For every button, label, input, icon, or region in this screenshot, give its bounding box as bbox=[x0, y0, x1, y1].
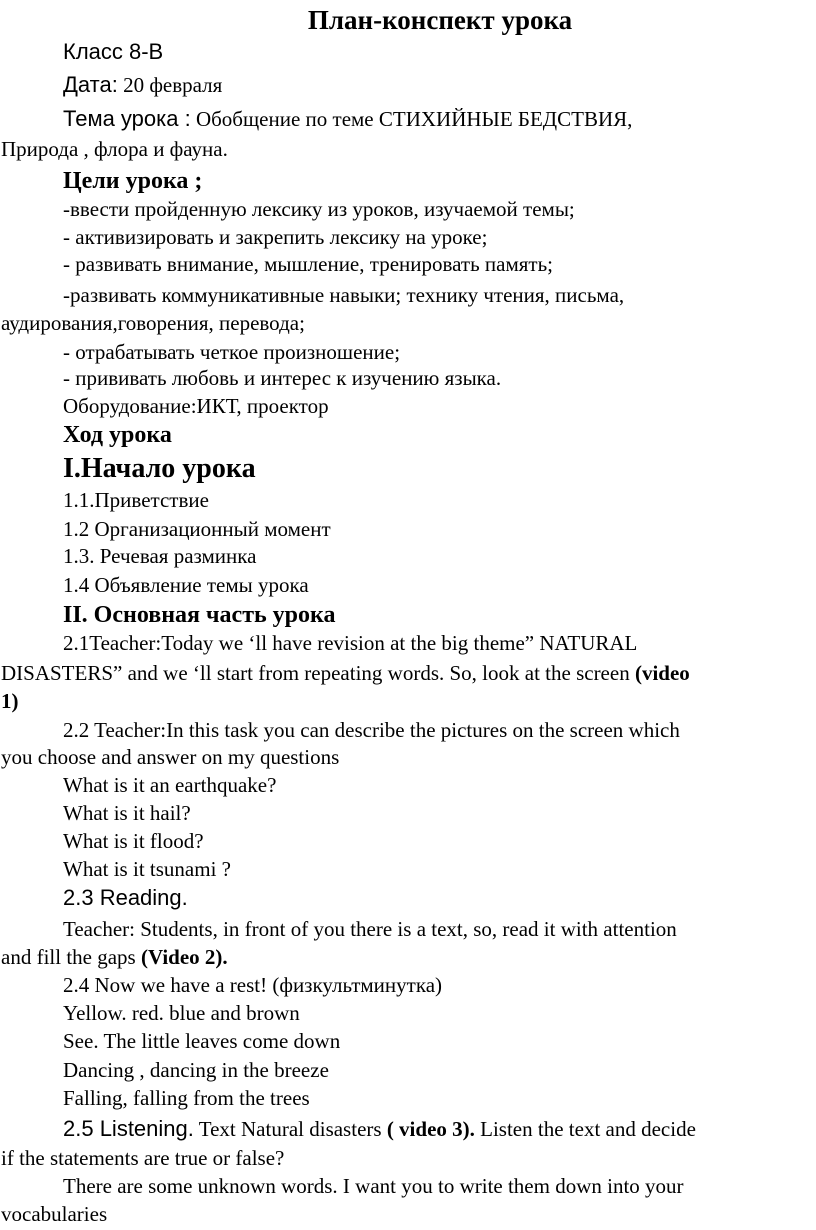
class-line: Класс 8-В bbox=[63, 39, 164, 64]
s24-poem-line: Yellow. red. blue and brown bbox=[63, 1001, 300, 1025]
goal-item: -ввести пройденную лексику из уроков, изучаемой темы; bbox=[63, 197, 575, 221]
s23-video-ref: (Video 2). bbox=[140, 945, 228, 969]
s21-line2-text: DISASTERS” and we ‘ll start from repeating words. So, look at the screen bbox=[1, 661, 630, 685]
s22-question: What is it hail? bbox=[63, 801, 191, 825]
s24-heading: 2.4 Now we have a rest! (физкультминутка) bbox=[63, 973, 443, 997]
s21-video-ref: (video bbox=[634, 661, 690, 685]
goal-item: - развивать внимание, мышление, тренировать память; bbox=[63, 252, 554, 276]
part1-item: 1.3. Речевая разминка bbox=[63, 544, 257, 568]
s21-line1: 2.1Teacher:Today we ‘ll have revision at the big theme” NATURAL bbox=[63, 631, 638, 655]
part1-item: 1.1.Приветствие bbox=[63, 488, 209, 512]
s24-poem-line: See. The little leaves come down bbox=[63, 1029, 341, 1053]
part1-item: 1.4 Объявление темы урока bbox=[63, 573, 309, 597]
topic-label: Тема урока : bbox=[63, 106, 191, 131]
date-value: 20 февраля bbox=[123, 73, 223, 97]
lesson-flow-heading: Ход урока bbox=[63, 422, 172, 448]
goal-item: - прививать любовь и интерес к изучению языка. bbox=[63, 366, 502, 390]
topic-continuation: Природа , флора и фауна. bbox=[1, 137, 228, 161]
topic-line bbox=[63, 105, 632, 133]
goal-item-continuation: аудирования,говорения, перевода; bbox=[1, 311, 305, 335]
topic-value: Обобщение по теме СТИХИЙНЫЕ БЕДСТВИЯ, bbox=[195, 107, 633, 131]
s25-line4: vocabularies bbox=[1, 1202, 108, 1226]
date-label: Дата: bbox=[63, 72, 118, 97]
page-title: План-конспект урока bbox=[307, 5, 573, 35]
s25-line3: There are some unknown words. I want you to write them down into your bbox=[63, 1174, 684, 1198]
s23-line1: Teacher: Students, in front of you there is a text, so, read it with attention bbox=[63, 917, 677, 941]
s21-line3: 1) bbox=[1, 689, 19, 713]
s25-text-a: Text Natural disasters bbox=[193, 1117, 387, 1141]
goal-item: - активизировать и закрепить лексику на уроке; bbox=[63, 225, 488, 249]
s25-video-ref: ( video 3). bbox=[386, 1117, 475, 1141]
s22-line2: you choose and answer on my questions bbox=[1, 745, 340, 769]
s23-line2 bbox=[1, 944, 228, 971]
s23-heading: 2.3 Reading. bbox=[63, 885, 188, 910]
equipment-line: Оборудование:ИКТ, проектор bbox=[63, 394, 329, 418]
s24-poem-line: Falling, falling from the trees bbox=[63, 1086, 310, 1110]
s22-question: What is it tsunami ? bbox=[63, 857, 231, 881]
s21-line2 bbox=[1, 660, 690, 687]
goals-heading: Цели урока ; bbox=[63, 168, 203, 194]
part1-heading: I.Начало урока bbox=[63, 453, 256, 484]
goal-item: - отрабатывать четкое произношение; bbox=[63, 340, 401, 364]
date-line bbox=[63, 71, 222, 99]
s22-question: What is it flood? bbox=[63, 829, 204, 853]
s25-line1 bbox=[63, 1115, 696, 1143]
s22-line1: 2.2 Teacher:In this task you can describe the pictures on the screen which bbox=[63, 718, 680, 742]
s22-question: What is it an earthquake? bbox=[63, 773, 277, 797]
goal-item: -развивать коммуникативные навыки; технику чтения, письма, bbox=[63, 283, 625, 307]
part2-heading: II. Основная часть урока bbox=[63, 602, 336, 628]
s24-poem-line: Dancing , dancing in the breeze bbox=[63, 1058, 329, 1082]
s23-line2-text: and fill the gaps bbox=[1, 945, 136, 969]
s25-line2: if the statements are true or false? bbox=[1, 1146, 285, 1170]
part1-item: 1.2 Организационный момент bbox=[63, 517, 331, 541]
s25-heading: 2.5 Listening. bbox=[63, 1116, 194, 1141]
s25-text-b: Listen the text and decide bbox=[474, 1117, 696, 1141]
